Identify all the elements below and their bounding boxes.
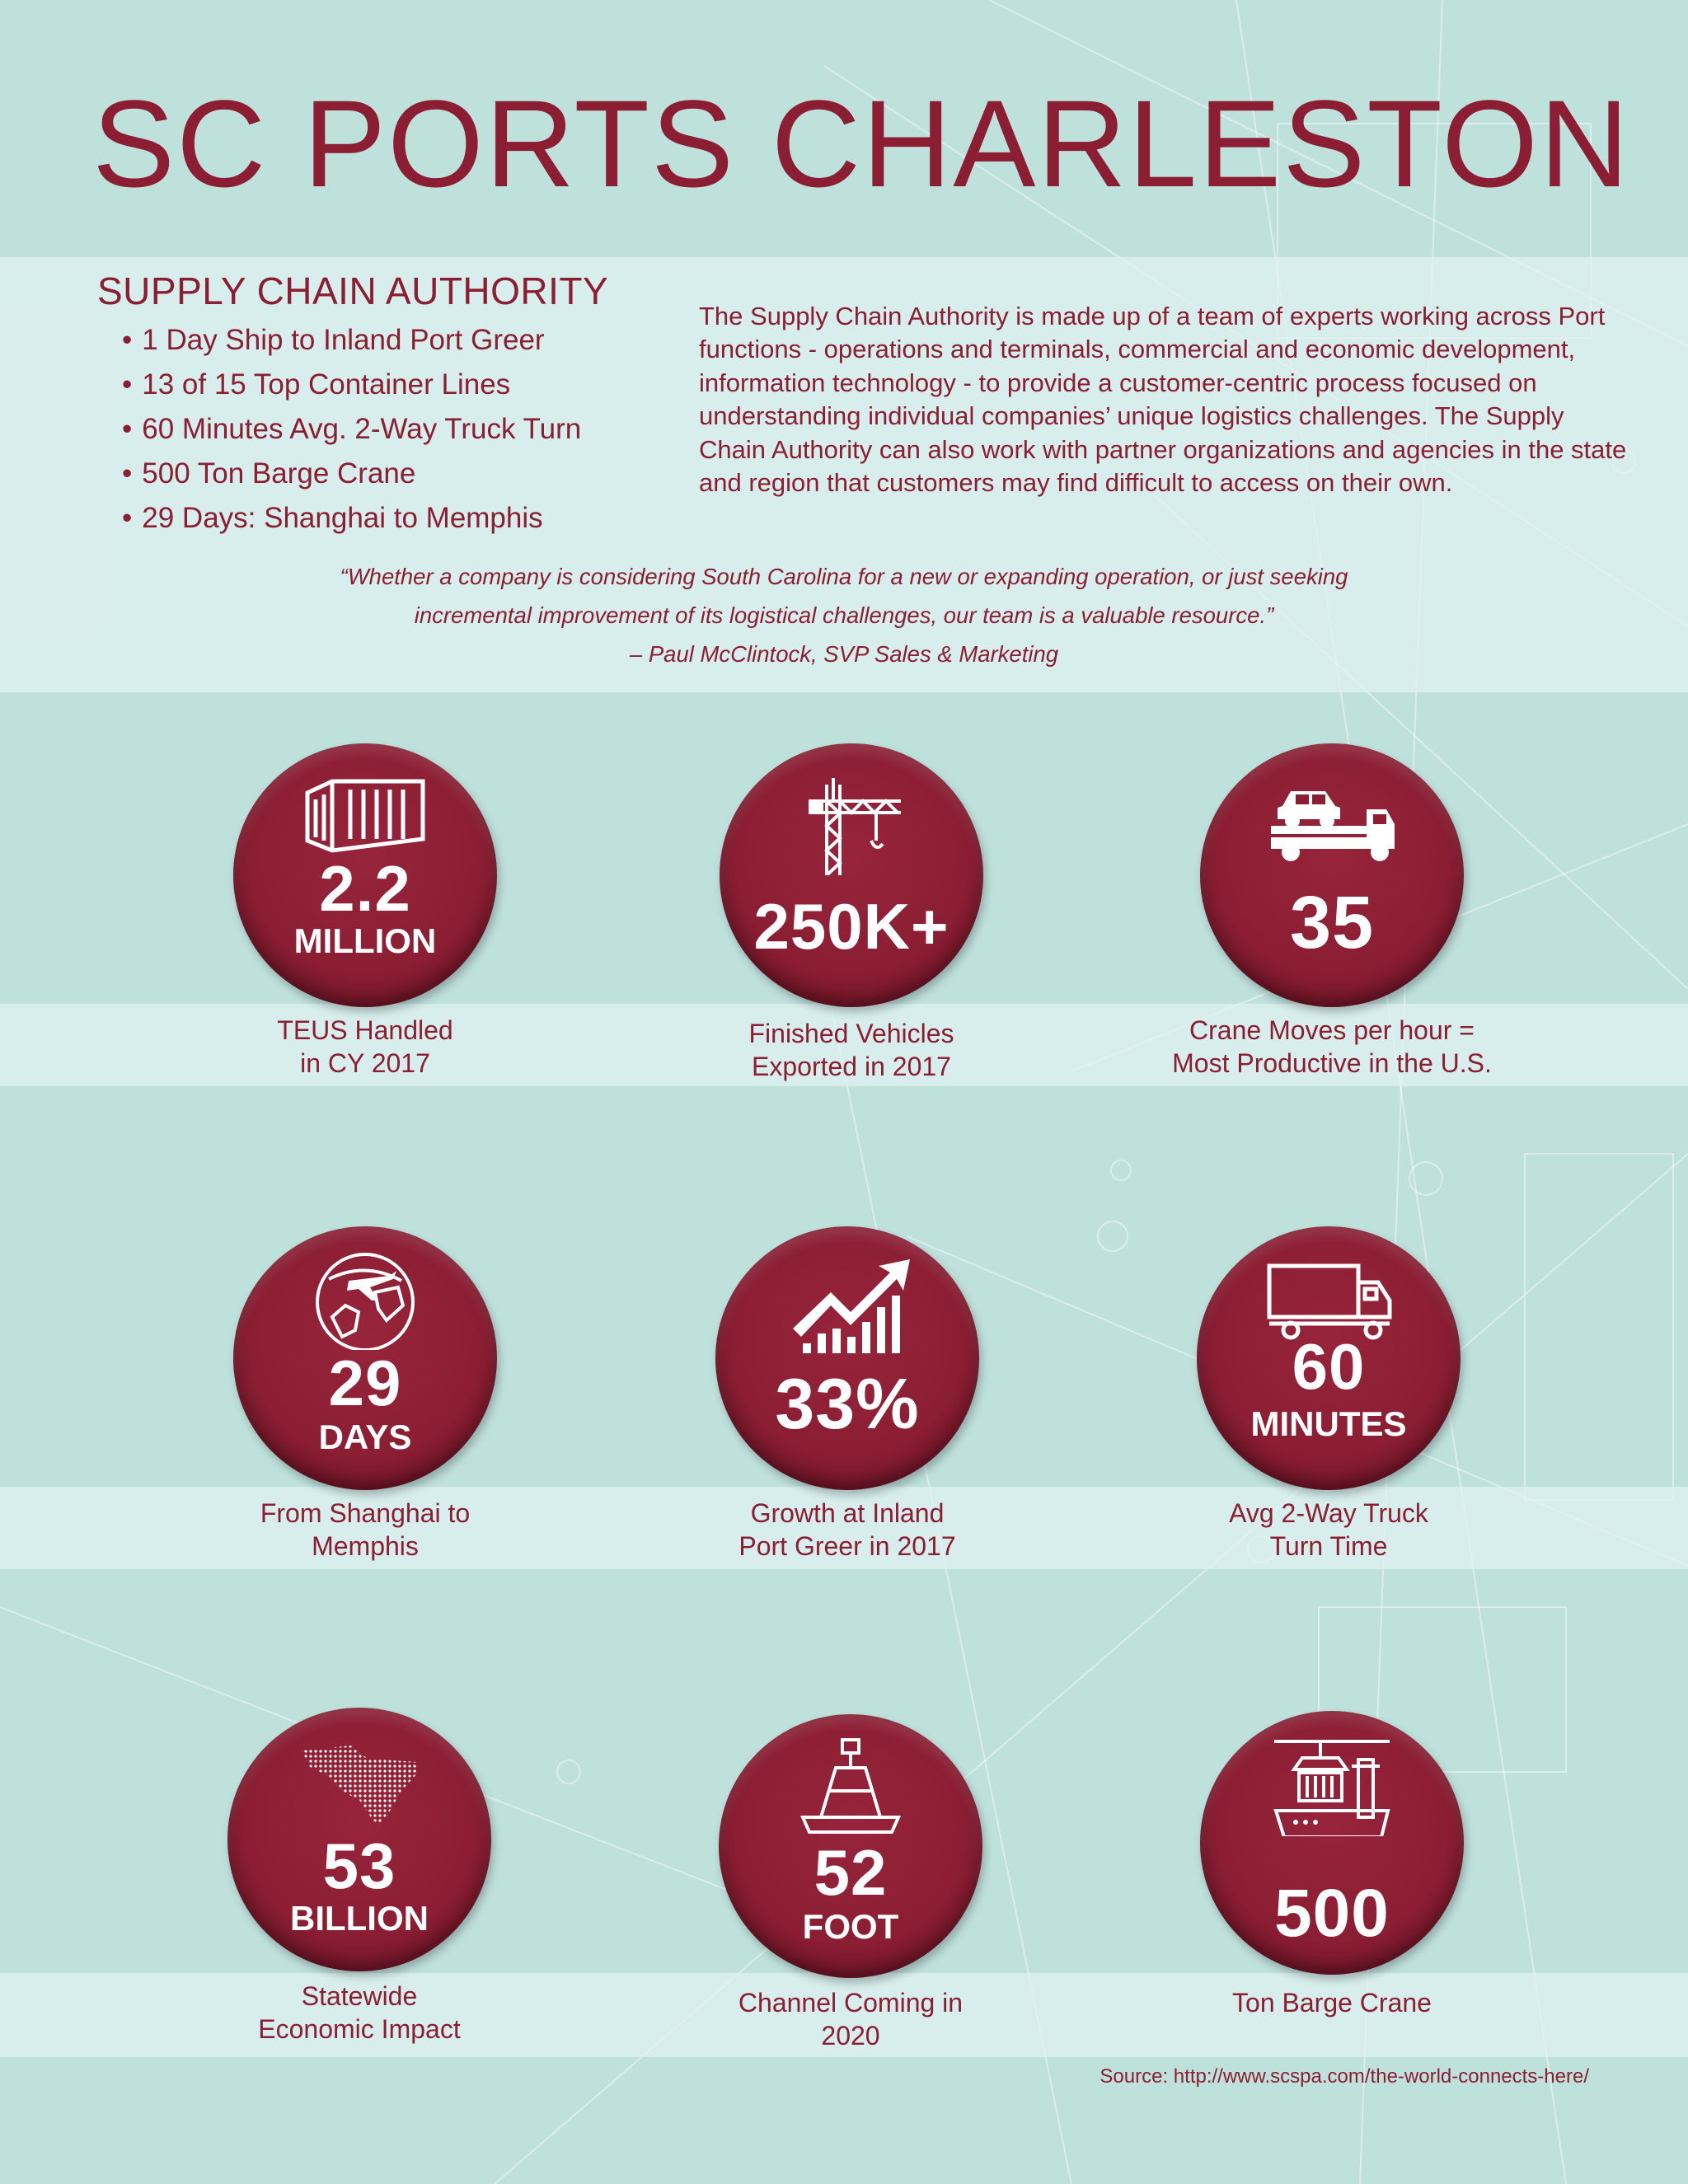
source-citation: Source: http://www.scspa.com/the-world-connects-here/ <box>1100 2065 1589 2088</box>
stat-caption <box>167 1014 563 1080</box>
caption-line: in CY 2017 <box>300 1048 430 1078</box>
stat-caption <box>162 1980 557 2046</box>
quote-line: incremental improvement of its logistical challenges, our team is a valuable resource.” <box>414 602 1274 628</box>
tower-crane-icon <box>785 768 917 875</box>
stat-number: 35 <box>1289 882 1375 964</box>
stat-truck-turn <box>1197 1226 1461 1490</box>
caption-line: TEUS Handled <box>277 1015 453 1045</box>
stat-unit: DAYS <box>318 1418 412 1456</box>
south-carolina-map-icon <box>293 1726 425 1833</box>
stat-caption <box>1134 1986 1530 2019</box>
stat-number: 29 <box>328 1347 402 1419</box>
stat-number: 52 <box>814 1836 888 1909</box>
stat-number: 33% <box>775 1365 920 1444</box>
bullet-item: • 500 Ton Barge Crane <box>122 452 581 496</box>
stat-greer-growth <box>715 1226 979 1490</box>
supply-chain-authority-heading: SUPPLY CHAIN AUTHORITY <box>97 269 609 312</box>
caption-line: Turn Time <box>1269 1531 1388 1561</box>
caption-line: Growth at Inland <box>750 1498 945 1528</box>
quote-block <box>132 557 1556 673</box>
stat-unit: MINUTES <box>1250 1404 1407 1443</box>
globe-airplane-icon <box>299 1243 431 1350</box>
quote-line: “Whether a company is considering South Carolina for a new or expanding operation, or just seeking <box>340 564 1348 589</box>
bullet-item: • 29 Days: Shanghai to Memphis <box>122 496 581 541</box>
car-carrier-truck-icon <box>1266 773 1398 864</box>
growth-chart-arrow-icon <box>781 1246 913 1353</box>
caption-line: Channel Coming in <box>738 1988 964 2018</box>
barge-crane-icon <box>1266 1721 1398 1836</box>
stat-number: 60 <box>1292 1330 1366 1403</box>
stat-unit: FOOT <box>802 1907 899 1946</box>
caption-line: Port Greer in 2017 <box>738 1531 956 1561</box>
stat-teus <box>233 743 497 1007</box>
caption-line: Crane Moves per hour = <box>1189 1015 1475 1045</box>
stat-number: 53 <box>322 1830 396 1902</box>
stat-number: 500 <box>1274 1876 1390 1951</box>
caption-line: Memphis <box>312 1531 419 1561</box>
bullet-item: • 60 Minutes Avg. 2-Way Truck Turn <box>122 407 581 452</box>
stat-shanghai-days <box>233 1226 497 1490</box>
stat-caption <box>653 1986 1048 2052</box>
channel-buoy-icon <box>785 1722 917 1838</box>
stat-unit: BILLION <box>290 1899 429 1938</box>
bullet-item: • 13 of 15 Top Container Lines <box>122 363 581 407</box>
stat-caption <box>654 1017 1049 1083</box>
page-title: SC PORTS CHARLESTON <box>92 74 1631 213</box>
bullet-item: • 1 Day Ship to Inland Port Greer <box>122 318 581 363</box>
caption-line: Statewide <box>301 1981 418 2011</box>
caption-line: Avg 2-Way Truck <box>1229 1498 1428 1528</box>
caption-line: 2020 <box>821 2021 880 2050</box>
stat-unit: MILLION <box>293 921 437 960</box>
caption-line: Most Productive in the U.S. <box>1172 1048 1492 1078</box>
caption-line: Ton Barge Crane <box>1232 1988 1432 2018</box>
stat-vehicles <box>720 743 983 1007</box>
quote-attribution: – Paul McClintock, SVP Sales & Marketing <box>629 641 1059 667</box>
stat-barge-crane <box>1200 1711 1464 1975</box>
stat-caption <box>1131 1497 1526 1563</box>
caption-line: Economic Impact <box>258 2014 461 2044</box>
stat-economic-impact <box>227 1708 491 1971</box>
stat-caption <box>167 1497 563 1563</box>
caption-line: Finished Vehicles <box>748 1019 954 1048</box>
stat-caption <box>1134 1014 1530 1080</box>
stat-caption <box>649 1497 1045 1563</box>
stat-number: 250K+ <box>753 890 950 963</box>
stat-channel-depth <box>719 1714 982 1978</box>
stat-crane-moves <box>1200 743 1464 1007</box>
caption-line: Exported in 2017 <box>752 1052 951 1081</box>
authority-bullet-list <box>122 318 581 541</box>
caption-line: From Shanghai to <box>260 1498 471 1528</box>
stat-number: 2.2 <box>319 852 411 925</box>
authority-description: The Supply Chain Authority is made up of a team of experts working across Port functions - operations and terminals, commercial and economic development, information technology - to provide a customer-centric process focused on understanding individual companies’ unique logistics challenges. The Supply Chain Authority can also work with partner organizations and agencies in the state and region that customers may find difficult to access on their own. <box>699 302 1627 498</box>
